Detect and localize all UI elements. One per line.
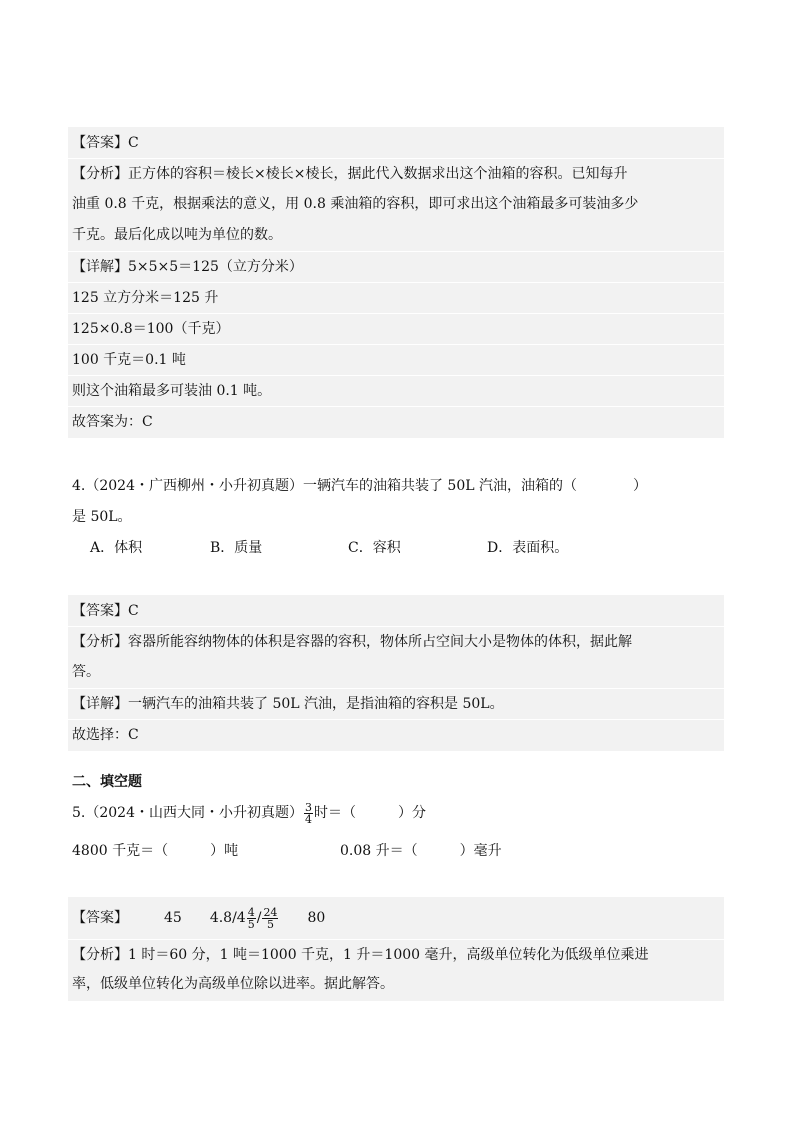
question-4-option-c: C．容积 [348, 540, 401, 556]
answer-value: C [128, 603, 139, 619]
answer-fraction-separator: / [256, 910, 262, 926]
detail-text-3: 125×0.8＝100（千克） [72, 321, 230, 337]
question-5-line-1 [72, 799, 426, 827]
answer-line [68, 900, 724, 936]
question-5-part-3: 0.08 升＝（ ）毫升 [340, 843, 502, 859]
question-4-option-a: A．体积 [90, 540, 143, 556]
detail-line-2 [68, 282, 724, 313]
detail-text-5: 则这个油箱最多可装油 0.1 吨。 [72, 383, 272, 399]
analysis-line-2 [68, 657, 724, 687]
fraction-denominator: 5 [266, 917, 274, 931]
analysis-line-2 [68, 969, 724, 999]
analysis-line-1 [68, 939, 724, 970]
answer-value-1: 45 [164, 910, 182, 926]
fraction-three-quarters [304, 802, 313, 825]
question-5-prefix: 5.（2024・山西大同・小升初真题） [72, 805, 303, 821]
fraction-numerator: 3 [305, 800, 312, 814]
fraction-twenty-four-fifths [262, 907, 278, 930]
detail-text-4: 100 千克＝0.1 吨 [72, 352, 186, 368]
answer-block-q4 [68, 595, 724, 751]
question-4-stem-line-2: 是 50L。 [72, 509, 132, 525]
detail-line-4 [68, 344, 724, 375]
answer-label: 【答案】 [72, 135, 128, 151]
question-4-stem-line-1: 4.（2024・广西柳州・小升初真题）一辆汽车的油箱共装了 50L 汽油，油箱的（ ） [72, 478, 647, 494]
analysis-text-2: 答。 [72, 664, 100, 680]
analysis-text-1: 正方体的容积＝棱长×棱长×棱长，据此代入数据求出这个油箱的容积。已知每升 [128, 166, 628, 182]
fraction-four-fifths [247, 907, 256, 930]
conclusion-line [68, 406, 724, 437]
fraction-denominator: 4 [305, 812, 312, 826]
analysis-text-1: 1 时＝60 分，1 吨＝1000 千克，1 升＝1000 毫升，高级单位转化为低级单位乘进 [128, 947, 649, 963]
answer-block-q3 [68, 127, 724, 438]
analysis-line-3 [68, 220, 724, 250]
answer-line [68, 596, 724, 626]
conclusion-text: 故选择：C [72, 727, 139, 743]
question-5-after-fraction: 时＝（ ）分 [314, 805, 426, 821]
analysis-label: 【分析】 [72, 634, 128, 650]
detail-line-5 [68, 375, 724, 406]
answer-value-3: 80 [307, 910, 326, 926]
analysis-label: 【分析】 [72, 947, 128, 963]
answer-label: 【答案】 [72, 910, 128, 926]
question-5-part-2: 4800 千克＝（ ）吨 [72, 843, 239, 859]
conclusion-text: 故答案为：C [72, 414, 153, 430]
detail-label: 【详解】 [72, 696, 128, 712]
section-heading: 二、填空题 [72, 774, 142, 790]
detail-line-3 [68, 313, 724, 344]
detail-label: 【详解】 [72, 259, 128, 275]
question-4-option-b: B．质量 [210, 540, 263, 556]
analysis-line-1 [68, 626, 724, 657]
detail-line-1 [68, 688, 724, 719]
answer-value: C [128, 135, 139, 151]
analysis-line-1 [68, 158, 724, 189]
fraction-numerator: 4 [247, 905, 255, 919]
detail-text-2: 125 立方分米＝125 升 [72, 290, 219, 306]
question-4-option-d: D．表面积。 [487, 540, 569, 556]
fraction-denominator: 5 [247, 917, 255, 931]
answer-line [68, 128, 724, 158]
analysis-text-2: 率，低级单位转化为高级单位除以进率。据此解答。 [72, 976, 394, 992]
conclusion-line [68, 719, 724, 750]
fraction-numerator: 24 [263, 905, 278, 919]
analysis-text-1: 容器所能容纳物体的体积是容器的容积，物体所占空间大小是物体的体积，据此解 [128, 634, 632, 650]
answer-label: 【答案】 [72, 603, 128, 619]
analysis-text-2: 油重 0.8 千克，根据乘法的意义，用 0.8 乘油箱的容积，即可求出这个油箱最多可装油多少 [72, 196, 639, 212]
analysis-line-2 [68, 189, 724, 219]
answer-block-q5 [68, 897, 724, 1001]
analysis-text-3: 千克。最后化成以吨为单位的数。 [72, 227, 282, 243]
answer-value-2-prefix: 4.8/4 [209, 910, 246, 926]
detail-text-1: 一辆汽车的油箱共装了 50L 汽油，是指油箱的容积是 50L。 [128, 696, 504, 712]
detail-line-1 [68, 251, 724, 282]
analysis-label: 【分析】 [72, 166, 128, 182]
detail-text-1: 5×5×5＝125（立方分米） [128, 259, 303, 275]
